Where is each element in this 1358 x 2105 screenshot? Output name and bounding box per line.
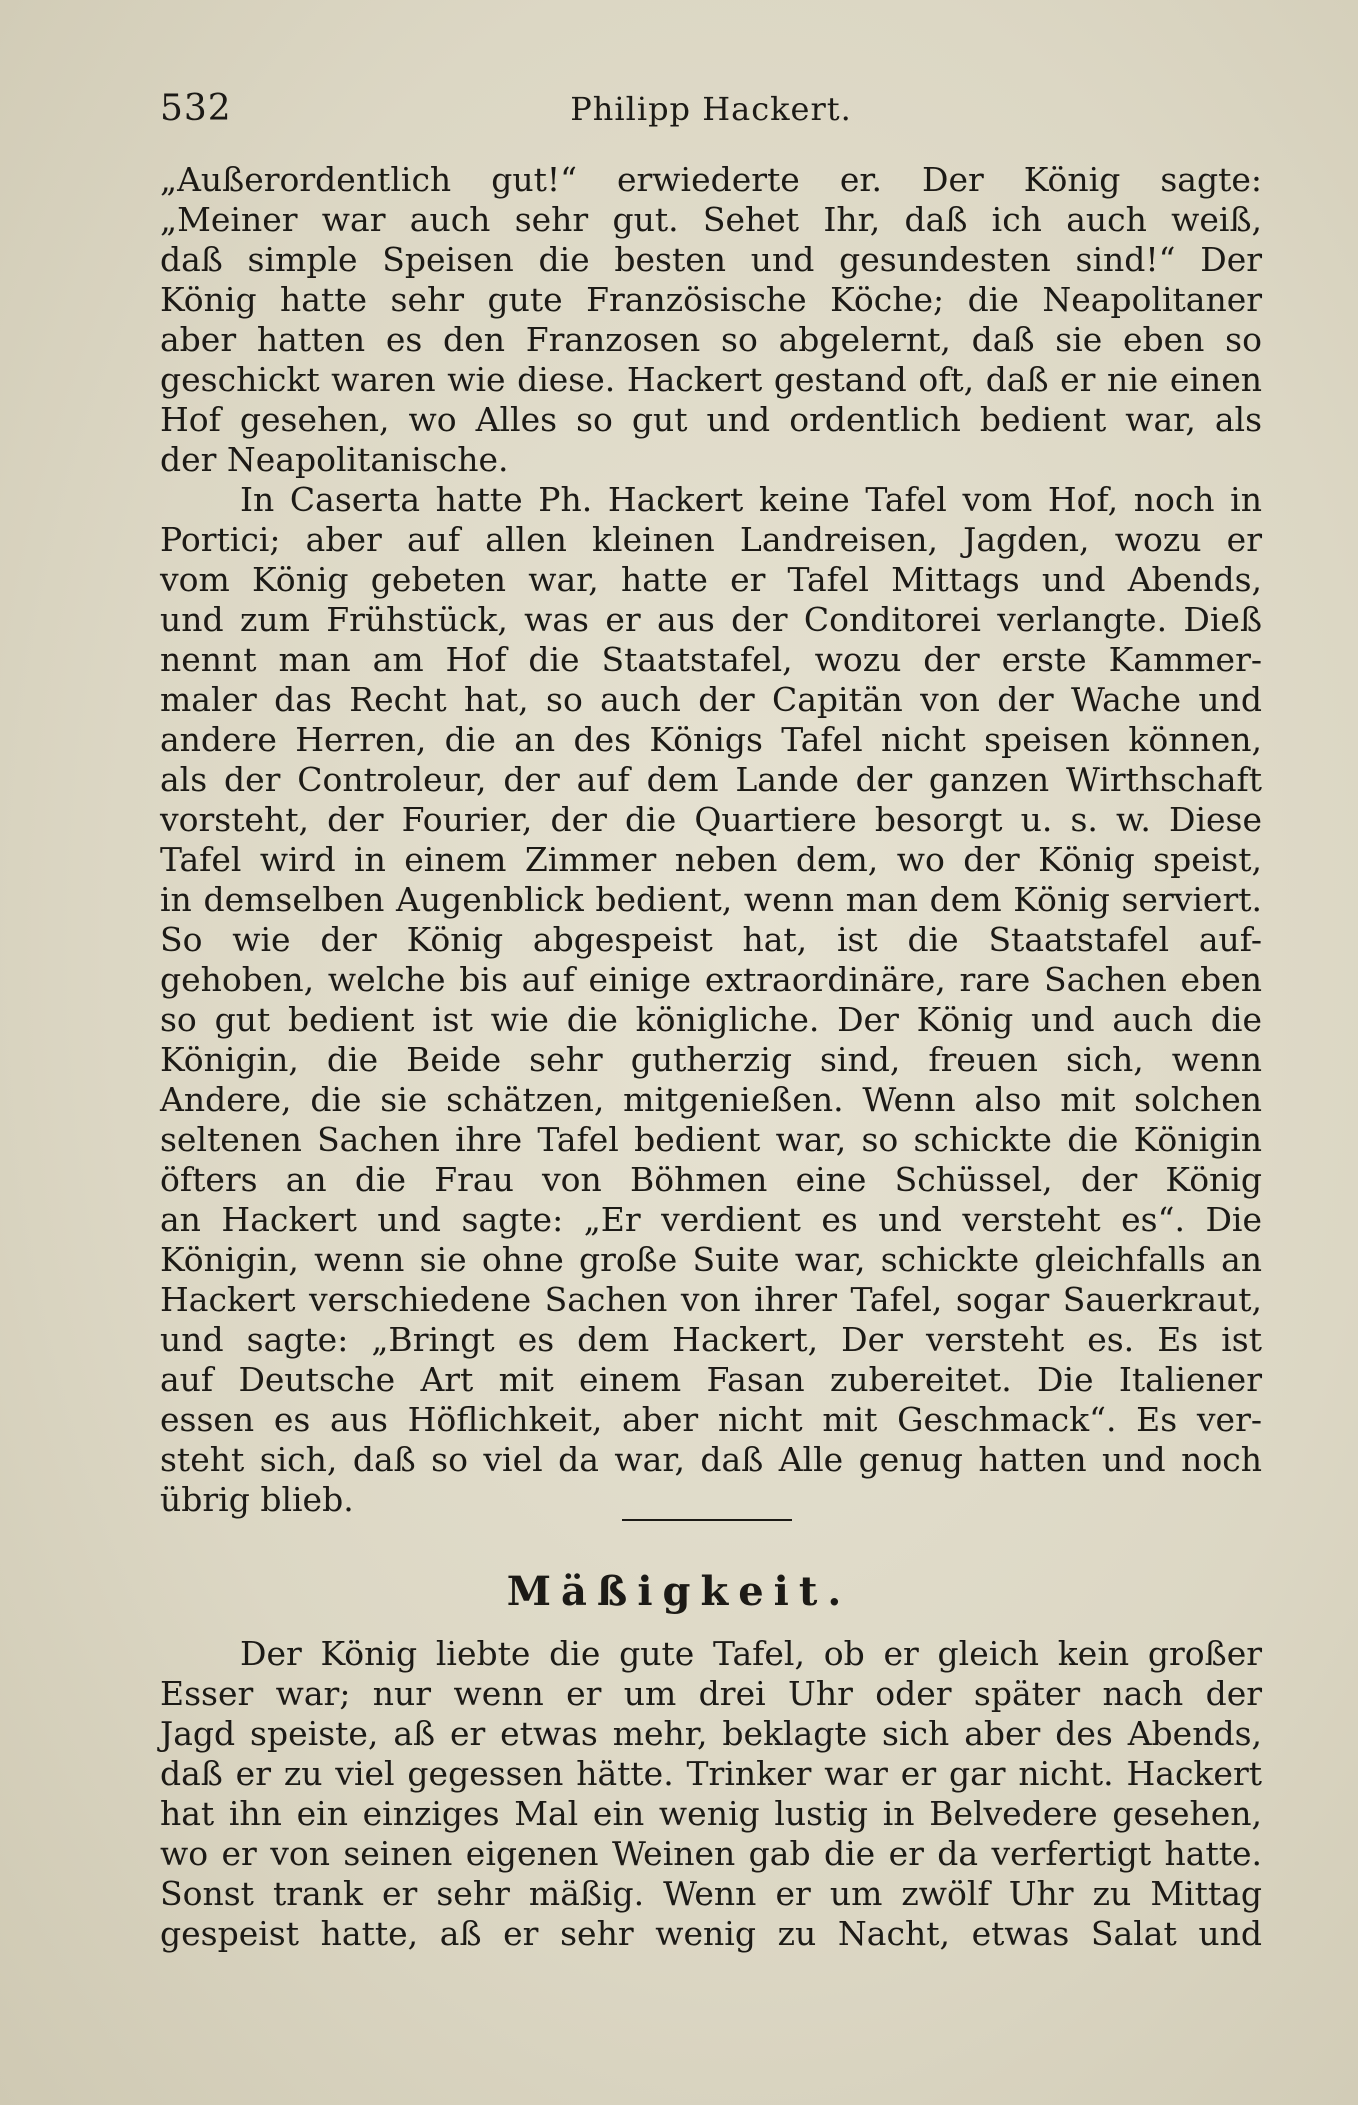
text-line: „Meiner war auch sehr gut. Sehet Ihr, daß ich auch weiß, xyxy=(160,200,1262,239)
text-line: aber hatten es den Franzosen so abgelernt, daß sie eben so xyxy=(160,320,1262,359)
text-line: als der Controleur, der auf dem Lande der ganzen Wirthschaft xyxy=(160,760,1262,799)
text-line: und sagte: „Bringt es dem Hackert, Der versteht es. Es ist xyxy=(160,1320,1262,1359)
text-line: Sonst trank er sehr mäßig. Wenn er um zwölf Uhr zu Mittag xyxy=(160,1874,1262,1913)
text-line: Hof gesehen, wo Alles so gut und ordentlich bedient war, als xyxy=(160,400,1262,439)
text-line: und zum Frühstück, was er aus der Conditorei verlangte. Dieß xyxy=(160,600,1262,639)
text-line: auf Deutsche Art mit einem Fasan zubereitet. Die Italiener xyxy=(160,1360,1262,1399)
paragraph-2 xyxy=(160,480,1262,1520)
paragraph-3 xyxy=(160,1634,1262,1954)
section-divider xyxy=(622,1519,792,1521)
text-line: gehoben, welche bis auf einige extraordinäre, rare Sachen eben xyxy=(160,960,1262,999)
text-line: essen es aus Höflichkeit, aber nicht mit Geschmack“. Es ver- xyxy=(160,1400,1262,1439)
text-line: in demselben Augenblick bedient, wenn man dem König serviert. xyxy=(160,880,1262,919)
text-line: vom König gebeten war, hatte er Tafel Mittags und Abends, xyxy=(160,560,1262,599)
text-line: maler das Recht hat, so auch der Capitän von der Wache und xyxy=(160,680,1262,719)
running-head: Philipp Hackert. xyxy=(570,90,852,128)
text-line: der Neapolitanische. xyxy=(160,440,509,479)
text-line: So wie der König abgespeist hat, ist die Staatstafel auf- xyxy=(160,920,1262,959)
text-line: übrig blieb. xyxy=(160,1480,354,1519)
text-line: „Außerordentlich gut!“ erwiederte er. Der König sagte: xyxy=(160,160,1262,199)
page-header xyxy=(160,88,1262,138)
text-line: daß er zu viel gegessen hätte. Trinker war er gar nicht. Hackert xyxy=(160,1754,1262,1793)
text-line: seltenen Sachen ihre Tafel bedient war, so schickte die Königin xyxy=(160,1120,1262,1159)
text-line: Königin, wenn sie ohne große Suite war, schickte gleichfalls an xyxy=(160,1240,1262,1279)
text-line: nennt man am Hof die Staatstafel, wozu der erste Kammer- xyxy=(160,640,1262,679)
section-title: Mäßigkeit. xyxy=(506,1568,852,1615)
text-line: In Caserta hatte Ph. Hackert keine Tafel vom Hof, noch in xyxy=(240,480,1262,519)
text-line: hat ihn ein einziges Mal ein wenig lustig in Belvedere gesehen, xyxy=(160,1794,1262,1833)
paragraph-1 xyxy=(160,160,1262,480)
text-line: so gut bedient ist wie die königliche. Der König und auch die xyxy=(160,1000,1262,1039)
text-line: vorsteht, der Fourier, der die Quartiere besorgt u. s. w. Diese xyxy=(160,800,1262,839)
text-line: Königin, die Beide sehr gutherzig sind, freuen sich, wenn xyxy=(160,1040,1262,1079)
text-line: steht sich, daß so viel da war, daß Alle genug hatten und noch xyxy=(160,1440,1262,1479)
text-line: Jagd speiste, aß er etwas mehr, beklagte sich aber des Abends, xyxy=(160,1714,1262,1753)
page-number: 532 xyxy=(160,88,232,129)
text-line: wo er von seinen eigenen Weinen gab die er da verfertigt hatte. xyxy=(160,1834,1262,1873)
text-line: Esser war; nur wenn er um drei Uhr oder später nach der xyxy=(160,1674,1262,1713)
text-line: geschickt waren wie diese. Hackert gestand oft, daß er nie einen xyxy=(160,360,1262,399)
text-line: an Hackert und sagte: „Er verdient es und versteht es“. Die xyxy=(160,1200,1262,1239)
text-line: Tafel wird in einem Zimmer neben dem, wo der König speist, xyxy=(160,840,1262,879)
text-line: öfters an die Frau von Böhmen eine Schüssel, der König xyxy=(160,1160,1262,1199)
text-line: andere Herren, die an des Königs Tafel nicht speisen können, xyxy=(160,720,1262,759)
text-line: gespeist hatte, aß er sehr wenig zu Nacht, etwas Salat und xyxy=(160,1914,1262,1953)
text-line: Portici; aber auf allen kleinen Landreisen, Jagden, wozu er xyxy=(160,520,1262,559)
text-line: daß simple Speisen die besten und gesundesten sind!“ Der xyxy=(160,240,1262,279)
text-line: Der König liebte die gute Tafel, ob er gleich kein großer xyxy=(240,1634,1262,1673)
text-line: Andere, die sie schätzen, mitgenießen. Wenn also mit solchen xyxy=(160,1080,1262,1119)
text-line: Hackert verschiedene Sachen von ihrer Tafel, sogar Sauerkraut, xyxy=(160,1280,1262,1319)
text-line: König hatte sehr gute Französische Köche; die Neapolitaner xyxy=(160,280,1262,319)
